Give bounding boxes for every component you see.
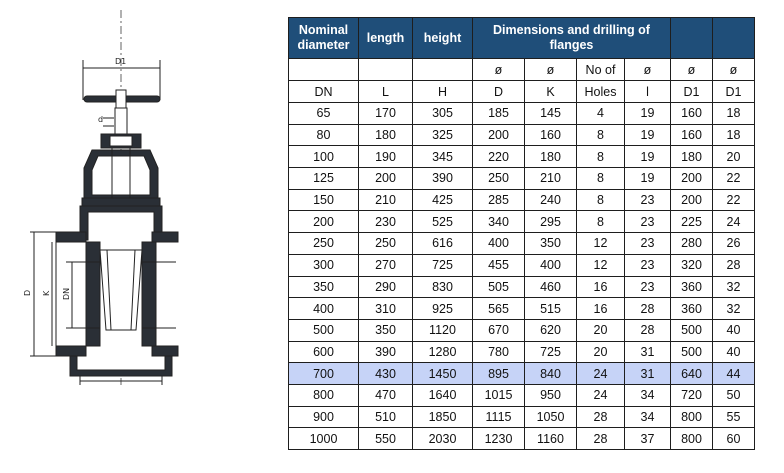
table-cell: 725 [525, 341, 577, 363]
table-cell: 565 [473, 298, 525, 320]
table-cell: 160 [525, 124, 577, 146]
table-cell: 270 [359, 254, 413, 276]
table-cell: 24 [713, 211, 755, 233]
header-cell: l [625, 81, 671, 103]
table-cell: 895 [473, 363, 525, 385]
header-row-1 [289, 18, 755, 59]
table-cell: 500 [671, 319, 713, 341]
table-cell: 525 [413, 211, 473, 233]
d-label: d [98, 115, 104, 124]
table-cell: 250 [473, 168, 525, 190]
table-cell: 150 [289, 189, 359, 211]
table-cell: 23 [625, 254, 671, 276]
header-cell: ø [671, 59, 713, 81]
header-cell: ø [625, 59, 671, 81]
table-row [289, 298, 755, 320]
table-cell: 31 [625, 341, 671, 363]
table-cell: 180 [671, 146, 713, 168]
table-cell: 550 [359, 428, 413, 450]
table-cell: 230 [359, 211, 413, 233]
table-row [289, 319, 755, 341]
table-cell: 285 [473, 189, 525, 211]
table-cell: 425 [413, 189, 473, 211]
table-cell: 830 [413, 276, 473, 298]
header-length: length [359, 18, 413, 59]
table-cell: 200 [359, 168, 413, 190]
gate-valve-drawing [0, 0, 280, 473]
table-cell: 1230 [473, 428, 525, 450]
table-cell: 200 [671, 168, 713, 190]
table-cell: 8 [577, 124, 625, 146]
table-cell: 160 [671, 124, 713, 146]
header-cell: ø [473, 59, 525, 81]
table-cell: 295 [525, 211, 577, 233]
table-cell: 350 [359, 319, 413, 341]
table-cell: 18 [713, 103, 755, 125]
table-cell: 28 [713, 254, 755, 276]
table-cell: 32 [713, 276, 755, 298]
table-cell: 670 [473, 319, 525, 341]
K-label: K [42, 290, 51, 296]
table-cell: 60 [713, 428, 755, 450]
table-body [289, 103, 755, 450]
table-cell: 220 [473, 146, 525, 168]
table-cell: 310 [359, 298, 413, 320]
table-cell: 24 [577, 384, 625, 406]
table-cell: 350 [525, 233, 577, 255]
table-cell: 23 [625, 189, 671, 211]
table-cell: 1160 [525, 428, 577, 450]
table-cell: 460 [525, 276, 577, 298]
table-cell: 50 [713, 384, 755, 406]
table-cell: 200 [473, 124, 525, 146]
table-cell: 1850 [413, 406, 473, 428]
table-cell: 4 [577, 103, 625, 125]
table-cell: 31 [625, 363, 671, 385]
table-cell: 430 [359, 363, 413, 385]
table-cell: 250 [359, 233, 413, 255]
table-cell: 20 [577, 319, 625, 341]
table-cell: 32 [713, 298, 755, 320]
table-cell: 145 [525, 103, 577, 125]
table-cell: 280 [671, 233, 713, 255]
table-cell: 16 [577, 276, 625, 298]
table-cell: 65 [289, 103, 359, 125]
table-cell: 185 [473, 103, 525, 125]
table-cell: 350 [289, 276, 359, 298]
valve-dimensions-table [288, 17, 755, 450]
table-row [289, 211, 755, 233]
header-height: height [413, 18, 473, 59]
table-cell: 8 [577, 168, 625, 190]
header-cell: H [413, 81, 473, 103]
table-cell: 840 [525, 363, 577, 385]
table-cell: 400 [289, 298, 359, 320]
table-cell: 400 [473, 233, 525, 255]
table-cell: 8 [577, 211, 625, 233]
table-cell: 505 [473, 276, 525, 298]
table-cell: 40 [713, 341, 755, 363]
table-row [289, 276, 755, 298]
table-cell: 12 [577, 254, 625, 276]
table-cell: 23 [625, 211, 671, 233]
d1-label: D1 [115, 57, 127, 66]
table-cell: 125 [289, 168, 359, 190]
table-cell: 900 [289, 406, 359, 428]
header-row-2 [289, 59, 755, 81]
table-cell: 1280 [413, 341, 473, 363]
table-cell: 400 [525, 254, 577, 276]
table-cell: 1450 [413, 363, 473, 385]
table-cell: 8 [577, 189, 625, 211]
table-cell: 8 [577, 146, 625, 168]
table-cell: 470 [359, 384, 413, 406]
table-cell: 300 [289, 254, 359, 276]
header-cell [359, 59, 413, 81]
table-cell: 23 [625, 233, 671, 255]
table-cell: 37 [625, 428, 671, 450]
table-cell: 800 [671, 428, 713, 450]
table-cell: 340 [473, 211, 525, 233]
table-cell: 18 [713, 124, 755, 146]
header-cell: D1 [671, 81, 713, 103]
table-cell: 305 [413, 103, 473, 125]
table-row [289, 428, 755, 450]
table-cell: 515 [525, 298, 577, 320]
table-cell: 345 [413, 146, 473, 168]
table-cell: 1050 [525, 406, 577, 428]
table-cell: 455 [473, 254, 525, 276]
table-cell: 390 [359, 341, 413, 363]
table-cell: 24 [577, 363, 625, 385]
header-flange-dimensions: Dimensions and drilling of flanges [473, 18, 671, 59]
table-cell: 26 [713, 233, 755, 255]
table-cell: 510 [359, 406, 413, 428]
table-cell: 800 [289, 384, 359, 406]
table-cell: 500 [289, 319, 359, 341]
table-cell: 600 [289, 341, 359, 363]
header-cell [289, 59, 359, 81]
DN-label: DN [62, 287, 71, 300]
table-cell: 190 [359, 146, 413, 168]
table-cell: 22 [713, 168, 755, 190]
table-cell: 200 [289, 211, 359, 233]
table-row [289, 254, 755, 276]
table-cell: 950 [525, 384, 577, 406]
table-cell: 200 [671, 189, 713, 211]
table-cell: 725 [413, 254, 473, 276]
table-cell: 620 [525, 319, 577, 341]
header-blank-2 [713, 18, 755, 59]
table-cell: 34 [625, 384, 671, 406]
table-cell: 28 [577, 428, 625, 450]
table-row [289, 124, 755, 146]
table-cell: 2030 [413, 428, 473, 450]
table-row [289, 341, 755, 363]
table-cell: 160 [671, 103, 713, 125]
header-row-3 [289, 81, 755, 103]
table-cell: 616 [413, 233, 473, 255]
table-cell: 180 [525, 146, 577, 168]
table-cell: 210 [359, 189, 413, 211]
table-row [289, 363, 755, 385]
table-cell: 55 [713, 406, 755, 428]
table-cell: 1015 [473, 384, 525, 406]
table-cell: 325 [413, 124, 473, 146]
table-cell: 19 [625, 168, 671, 190]
table-row [289, 384, 755, 406]
table-cell: 20 [713, 146, 755, 168]
header-cell: D1 [713, 81, 755, 103]
table-cell: 28 [625, 298, 671, 320]
header-cell: No of [577, 59, 625, 81]
table-row [289, 233, 755, 255]
table-cell: 12 [577, 233, 625, 255]
table-cell: 925 [413, 298, 473, 320]
table-cell: 19 [625, 103, 671, 125]
table-cell: 19 [625, 146, 671, 168]
header-cell: L [359, 81, 413, 103]
table-cell: 290 [359, 276, 413, 298]
table-cell: 1000 [289, 428, 359, 450]
table-cell: 320 [671, 254, 713, 276]
table-cell: 360 [671, 298, 713, 320]
header-cell: DN [289, 81, 359, 103]
table-cell: 700 [289, 363, 359, 385]
header-nominal-diameter: Nominal diameter [289, 18, 359, 59]
table-cell: 640 [671, 363, 713, 385]
table-cell: 28 [577, 406, 625, 428]
table-cell: 23 [625, 276, 671, 298]
table-cell: 28 [625, 319, 671, 341]
header-cell [413, 59, 473, 81]
table-cell: 34 [625, 406, 671, 428]
table-cell: 780 [473, 341, 525, 363]
table-cell: 170 [359, 103, 413, 125]
table-row [289, 406, 755, 428]
table-cell: 240 [525, 189, 577, 211]
header-blank-1 [671, 18, 713, 59]
table-cell: 360 [671, 276, 713, 298]
header-cell: ø [713, 59, 755, 81]
table-cell: 390 [413, 168, 473, 190]
table-row [289, 146, 755, 168]
table-row [289, 103, 755, 125]
header-cell: ø [525, 59, 577, 81]
header-cell: K [525, 81, 577, 103]
table-cell: 180 [359, 124, 413, 146]
table-cell: 20 [577, 341, 625, 363]
table-cell: 40 [713, 319, 755, 341]
table-cell: 800 [671, 406, 713, 428]
table-row [289, 189, 755, 211]
table-cell: 720 [671, 384, 713, 406]
table-cell: 80 [289, 124, 359, 146]
table-cell: 1120 [413, 319, 473, 341]
D-label: D [23, 289, 32, 296]
table-cell: 500 [671, 341, 713, 363]
table-cell: 19 [625, 124, 671, 146]
table-cell: 210 [525, 168, 577, 190]
table-cell: 44 [713, 363, 755, 385]
table-cell: 250 [289, 233, 359, 255]
header-cell: D [473, 81, 525, 103]
table-cell: 100 [289, 146, 359, 168]
table-cell: 1115 [473, 406, 525, 428]
header-cell: Holes [577, 81, 625, 103]
table-cell: 22 [713, 189, 755, 211]
table-row [289, 168, 755, 190]
table-cell: 16 [577, 298, 625, 320]
table-cell: 1640 [413, 384, 473, 406]
table-cell: 225 [671, 211, 713, 233]
